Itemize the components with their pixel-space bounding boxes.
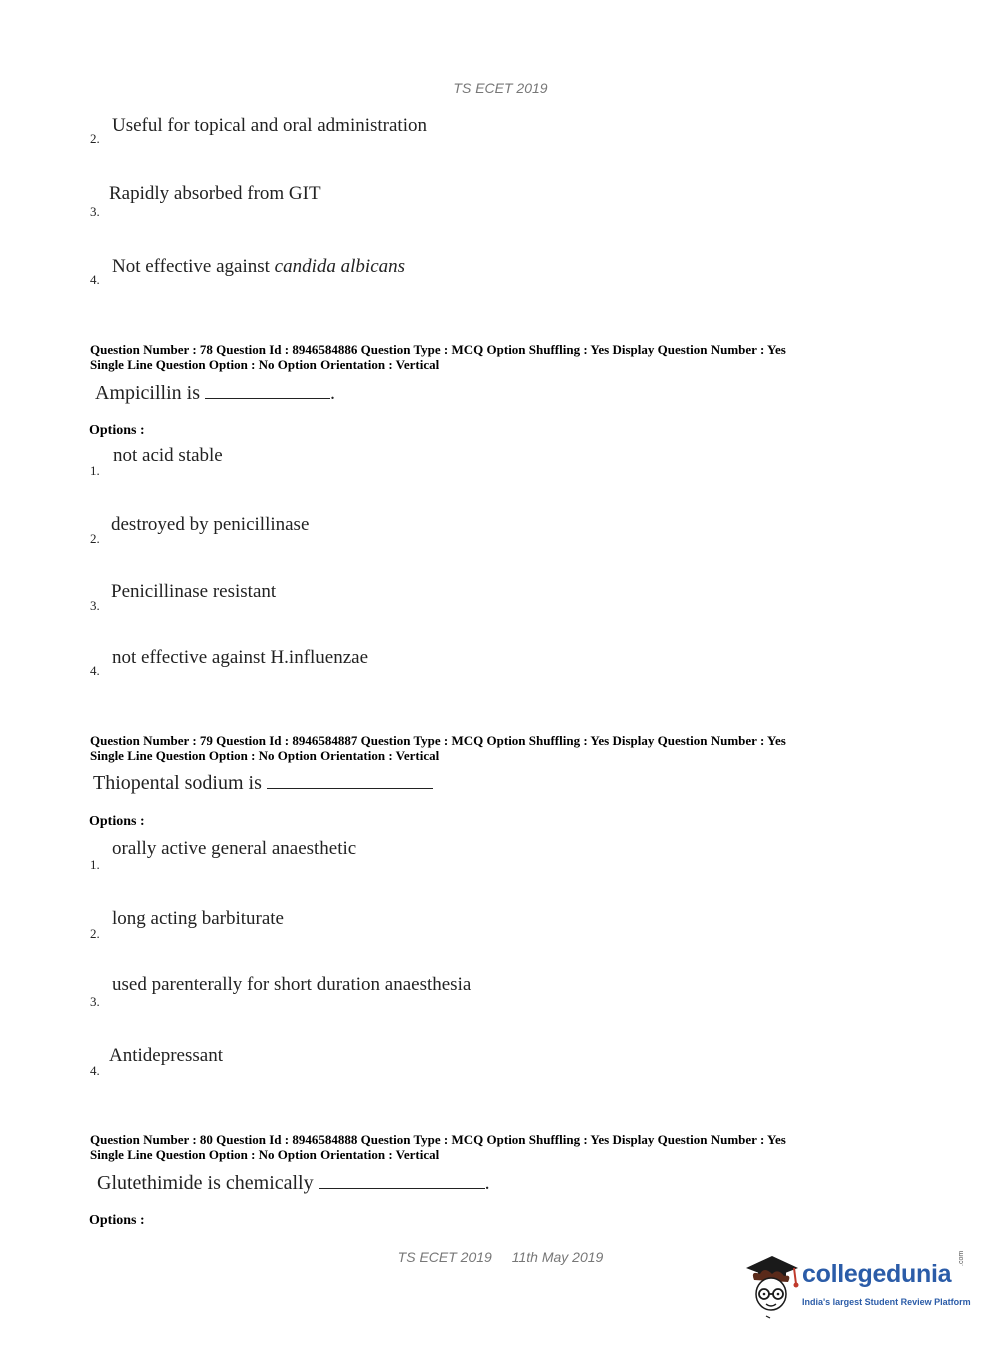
option-text: destroyed by penicillinase: [111, 514, 310, 535]
question-text: [95, 382, 335, 405]
options-label: Options :: [89, 423, 145, 438]
option-text-plain: Not effective against: [112, 256, 275, 277]
question-meta: [90, 342, 786, 372]
question-meta: [90, 733, 786, 763]
question-stem: Thiopental sodium is: [93, 772, 262, 794]
options-label: Options :: [89, 814, 145, 829]
option-number: 3.: [90, 204, 100, 219]
question-meta-line1: Question Number : 78 Question Id : 8946584886 Question Type : MCQ Option Shuffling : Yes Display Question Number : Yes: [90, 342, 786, 357]
question-meta-line2: Single Line Question Option : No Option Orientation : Vertical: [90, 748, 440, 763]
question-meta-line2: Single Line Question Option : No Option Orientation : Vertical: [90, 1147, 440, 1162]
option-number: 4.: [90, 663, 100, 678]
answer-blank: [267, 772, 433, 789]
footer-exam: TS ECET 2019: [397, 1249, 492, 1265]
option-text: orally active general anaesthetic: [112, 838, 357, 859]
collegedunia-logo: [742, 1250, 972, 1320]
option-text: not acid stable: [113, 445, 223, 466]
option-text: Rapidly absorbed from GIT: [109, 183, 321, 204]
question-end: .: [330, 382, 335, 404]
option-number: 1.: [90, 857, 100, 872]
option-number: 2.: [90, 531, 100, 546]
logo-name: collegedunia: [802, 1260, 952, 1288]
option-number: 3.: [90, 994, 100, 1009]
page-header: TS ECET 2019: [453, 80, 548, 96]
answer-blank: [319, 1172, 485, 1189]
logo-tagline: India's largest Student Review Platform: [802, 1297, 971, 1307]
option-text: long acting barbiturate: [112, 908, 284, 929]
option-number: 4.: [90, 272, 100, 287]
options-label: Options :: [89, 1213, 145, 1228]
option-number: 2.: [90, 131, 100, 146]
question-text: [97, 1172, 490, 1195]
option-number: 4.: [90, 1063, 100, 1078]
option-text: not effective against H.influenzae: [112, 647, 369, 668]
option-text: Antidepressant: [109, 1045, 223, 1066]
option-text: Penicillinase resistant: [111, 581, 277, 602]
option-text-italic: candida albicans: [274, 256, 406, 277]
option-text: Useful for topical and oral administration: [112, 115, 427, 136]
option-number: 3.: [90, 598, 100, 613]
option-text: used parenterally for short duration anaesthesia: [112, 974, 472, 995]
option-text: [112, 256, 405, 278]
answer-blank: [205, 382, 330, 399]
question-meta: [90, 1132, 786, 1162]
mascot-icon: [742, 1250, 802, 1320]
question-meta-line1: Question Number : 80 Question Id : 8946584888 Question Type : MCQ Option Shuffling : Yes Display Question Number : Yes: [90, 1132, 786, 1147]
logo-com: .com: [958, 1250, 965, 1266]
question-meta-line1: Question Number : 79 Question Id : 8946584887 Question Type : MCQ Option Shuffling : Yes Display Question Number : Yes: [90, 733, 786, 748]
footer-date: 11th May 2019: [511, 1249, 604, 1265]
question-meta-line2: Single Line Question Option : No Option Orientation : Vertical: [90, 357, 440, 372]
question-end: .: [484, 1172, 490, 1194]
option-number: 1.: [90, 463, 100, 478]
question-stem: Glutethimide is chemically: [97, 1172, 314, 1194]
question-stem: Ampicillin is: [95, 382, 200, 404]
question-text: [93, 772, 433, 795]
option-number: 2.: [90, 926, 100, 941]
